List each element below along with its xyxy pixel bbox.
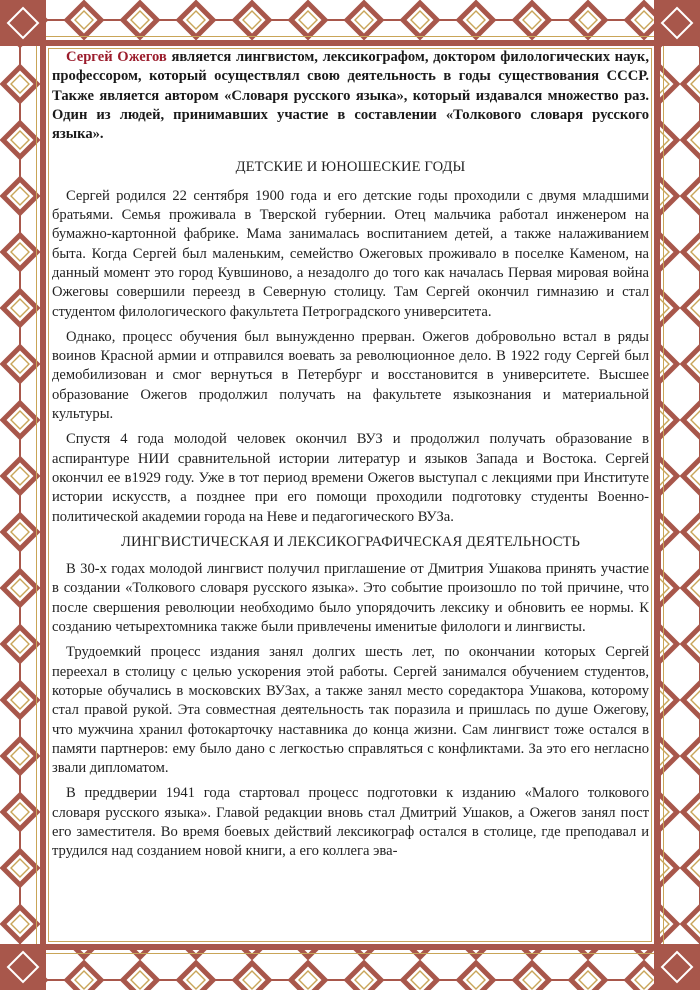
paragraph: Сергей родился 22 сентября 1900 года и его детские годы проходили с двумя младшими братьями. Семья проживала в Тверской губернии. Отец мальчика работал инженером на бумажно-картонной фабрике. Мама занималась воспитанием детей, а также налаживанием быта. Когда Сергей был маленьким, семейство Ожеговых проживало в поселке Каменом, на данный момент это город Кувшиново, а незадолго до того как началась Первая мировая война Ожеговы совершили переезд в Северную столицу. Там Сергей окончил гимназию и стал студентом филологического факультета Петроградского университета. [52, 187, 649, 320]
intro-paragraph [52, 48, 649, 144]
section-heading-linguistics: ЛИНГВИСТИЧЕСКАЯ И ЛЕКСИКОГРАФИЧЕСКАЯ ДЕЯТЕЛЬНОСТЬ [120, 533, 581, 550]
paragraph: Спустя 4 года молодой человек окончил ВУЗ и продолжил получать образование в аспирантуре НИИ сравнительной истории литератур и языков Запада и Востока. Сергей окончил ее в1929 году. Уже в тот период времени Ожегов выступал с лекциями при Институте истории искусств, а позднее при его помощи проходили подготовку студенты Военно-политической академии города на Неве и педагогического ВУЗа. [52, 431, 649, 525]
intro-text: является лингвистом, лексикографом, доктором филологических наук, профессором, который осуществлял свою деятельность в годы существования СССР. Также является автором «Словаря русского языка», который издавался множество раз. Один из людей, принимавших участие в составлении «Толкового словаря русского языка». [52, 49, 649, 143]
paragraph: В 30-х годах молодой лингвист получил приглашение от Дмитрия Ушакова принять участие в создании «Толкового словаря русского языка». Это событие произошло по той причине, что после свершения революции необходимо было упорядочить лексику и обновить ее нормы. К созданию четырехтомника также были привлечены именитые филологи и лингвисты. [52, 561, 649, 636]
article-body [52, 48, 649, 940]
paragraph: Однако, процесс обучения был вынужденно прерван. Ожегов добровольно встал в ряды воинов Красной армии и отправился воевать за революционное дело. В 1922 году Сергей был демобилизован и смог вернуться в Петербург и восстановится в университете. Высшее образование Ожегов продолжил получать на факультете языкознания и материальной культуры. [52, 328, 649, 423]
paragraph: Трудоемкий процесс издания занял долгих шесть лет, по окончании которых Сергей переехал в столицу с целью ускорения этой работы. Сергей занимался обучением студентов, которые обучались в московских ВУЗах, а также занял место соредактора Ушакова, которому стал правой рукой. Эта совместная деятельность так поразила и пришлась по душе Ожегову, что мужчина хранил фотокарточку наставника до конца жизни. Сам лингвист тоже остался в памяти партнеров: ему было дано с легкостью справляться с конфликтами. За это его негласно звали дипломатом. [52, 644, 649, 777]
paragraph: В преддверии 1941 года стартовал процесс подготовки к изданию «Малого толкового словаря русского языка». Главой редакции вновь стал Дмитрий Ушаков, а Ожегов занял пост его заместителя. Во время боевых действий лексикограф остался в столице, где преподавал и трудился над созданием новой книги, а его коллега эва- [52, 785, 649, 860]
section-heading-childhood: ДЕТСКИЕ И ЮНОШЕСКИЕ ГОДЫ [235, 159, 466, 176]
person-name: Сергей Ожегов [66, 49, 167, 65]
